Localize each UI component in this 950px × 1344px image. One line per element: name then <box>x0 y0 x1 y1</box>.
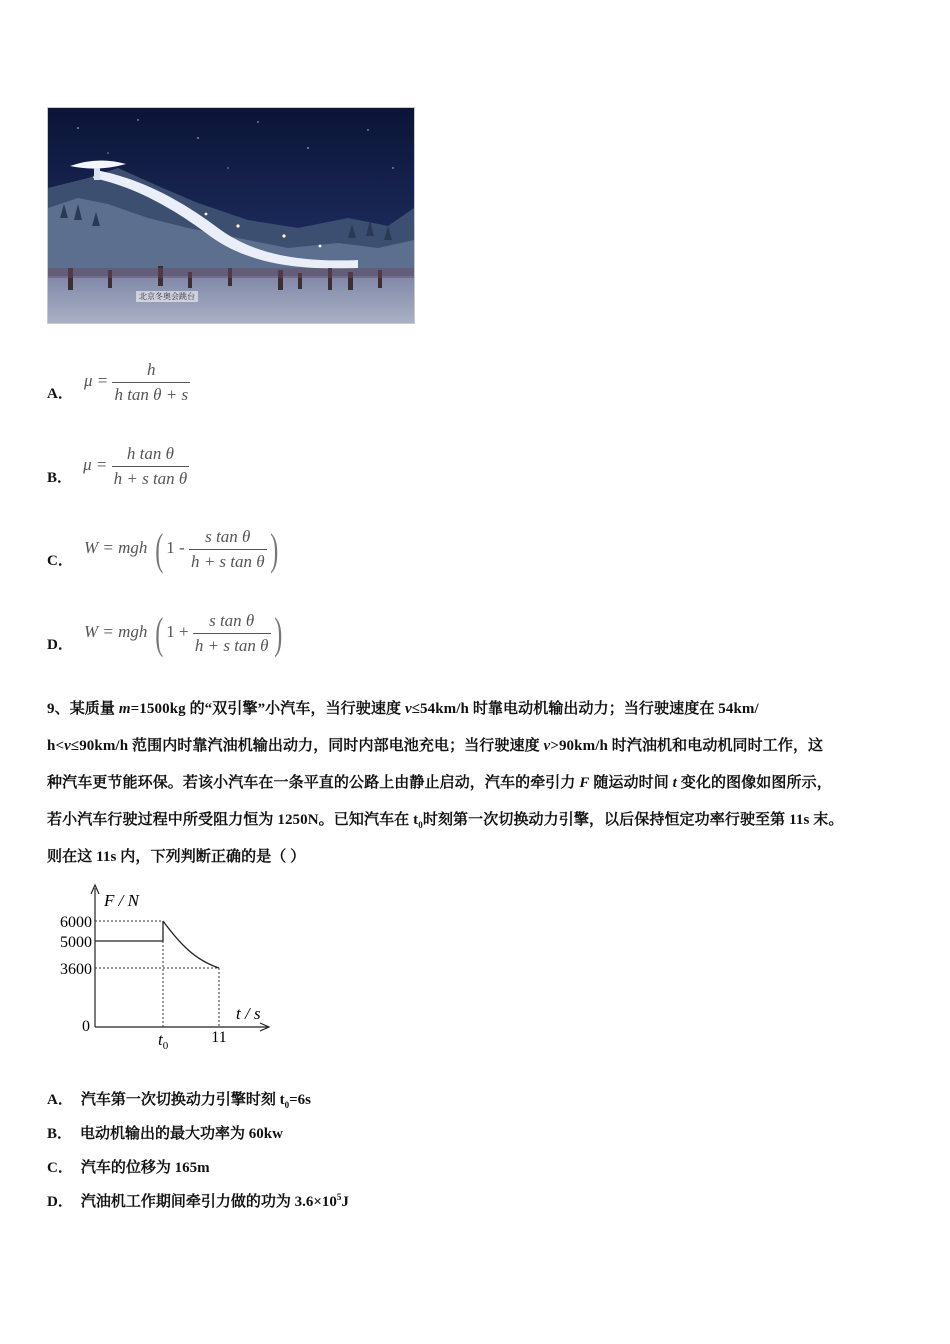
x-axis-label: t / s <box>236 1004 261 1023</box>
fraction <box>193 611 271 656</box>
y-tick-5000: 5000 <box>60 934 92 951</box>
fraction <box>189 527 267 572</box>
ski-jump-photo <box>47 107 415 324</box>
var-v: v <box>543 738 551 754</box>
answer-c[interactable] <box>47 1156 210 1177</box>
prev-option-a <box>47 360 190 405</box>
text: 若小汽车行驶过程中所受阻力恒为 1250N。已知汽车在 t <box>47 812 419 828</box>
answer-text: =6s <box>289 1092 311 1108</box>
fraction-numerator: s tan θ <box>189 527 267 550</box>
answer-a[interactable] <box>47 1088 311 1110</box>
text: 时刻第一次切换动力引擎，以后保持恒定功率行驶至第 11s 末。 <box>422 812 844 828</box>
question-line-4 <box>47 808 843 830</box>
force-time-graph <box>40 882 280 1052</box>
answer-label: B． <box>47 1126 73 1142</box>
text: h< <box>47 738 65 754</box>
option-label: B． <box>47 470 73 487</box>
answer-text: 汽车的位移为 165m <box>80 1160 210 1176</box>
left-paren: ( <box>154 608 163 658</box>
subscript: 0 <box>284 1100 290 1110</box>
question-line-3 <box>47 771 832 792</box>
y-tick-3600: 3600 <box>60 961 92 978</box>
answer-text: 汽油机工作期间牵引力做的功为 3.6×10 <box>80 1194 337 1210</box>
text: ≤54km/h 时靠电动机输出动力；当行驶速度在 54km/ <box>411 701 759 717</box>
segment-curve <box>163 921 219 968</box>
fraction-numerator: s tan θ <box>193 611 271 634</box>
var-F: F <box>579 775 590 791</box>
fraction-denominator: h + s tan θ <box>113 469 188 488</box>
answer-text: 电动机输出的最大功率为 60kw <box>80 1126 283 1142</box>
answer-text: 汽车第一次切换动力引擎时刻 t <box>80 1092 285 1108</box>
x-tick-11: 11 <box>211 1029 227 1046</box>
ski-jump-illustration <box>48 108 414 323</box>
fraction-denominator: h tan θ + s <box>114 385 189 404</box>
fraction-denominator: h + s tan θ <box>190 552 265 571</box>
fraction <box>112 444 190 489</box>
option-label: A． <box>47 386 73 403</box>
inner-left: 1 - <box>166 538 185 558</box>
option-label: C． <box>47 553 73 570</box>
fraction-numerator: h <box>112 360 190 383</box>
question-line-2 <box>47 734 823 755</box>
formula-lhs: μ = <box>83 371 109 391</box>
fraction-numerator: h tan θ <box>112 444 190 467</box>
question-line-5: 则在这 11s 内，下列判断正确的是（ ） <box>47 849 306 865</box>
formula-lhs: μ = <box>83 455 108 475</box>
question-line-1 <box>47 697 759 718</box>
text: 某质量 <box>69 701 119 717</box>
y-tick-0: 0 <box>82 1018 90 1035</box>
answer-label: A． <box>47 1092 73 1108</box>
formula-lhs: W = mgh <box>83 538 148 558</box>
text: 随运动时间 <box>589 775 673 791</box>
answer-label: C． <box>47 1160 73 1176</box>
question-number: 9、 <box>47 701 70 717</box>
var-m: m <box>118 701 131 717</box>
left-paren: ( <box>154 524 163 574</box>
prev-option-d <box>47 608 285 658</box>
prev-option-b <box>47 444 189 489</box>
photo-caption: 北京冬奥会跳台 <box>136 291 198 302</box>
inner-left: 1 + <box>166 622 189 642</box>
subscript: 0 <box>418 820 423 830</box>
y-axis-label: F / N <box>104 891 139 910</box>
var-v: v <box>64 738 71 754</box>
formula-lhs: W = mgh <box>83 622 148 642</box>
x-tick-t0: $t_0$ <box>158 1030 169 1052</box>
text: >90km/h 时汽油机和电动机同时工作，这 <box>550 738 824 754</box>
answer-text: J <box>341 1194 349 1210</box>
text: ≤90km/h 范围内时靠汽油机输出动力，同时内部电池充电；当行驶速度 <box>70 738 544 754</box>
text: 变化的图像如图所示， <box>676 775 832 791</box>
answer-label: D． <box>47 1194 73 1210</box>
superscript: 5 <box>336 1192 342 1202</box>
fraction-denominator: h + s tan θ <box>194 636 269 655</box>
prev-option-c <box>47 524 281 574</box>
var-t: t <box>672 775 677 791</box>
right-paren: ) <box>273 608 282 658</box>
answer-d[interactable] <box>47 1190 349 1211</box>
text: =1500kg 的“双引擎”小汽车，当行驶速度 <box>130 701 405 717</box>
var-v: v <box>404 701 412 717</box>
right-paren: ) <box>269 524 278 574</box>
answer-b[interactable] <box>47 1122 283 1143</box>
text: 种汽车更节能环保。若该小汽车在一条平直的公路上由静止启动，汽车的牵引力 <box>47 775 580 791</box>
option-label: D． <box>47 637 73 654</box>
fraction <box>112 360 190 405</box>
y-tick-6000: 6000 <box>60 914 92 931</box>
